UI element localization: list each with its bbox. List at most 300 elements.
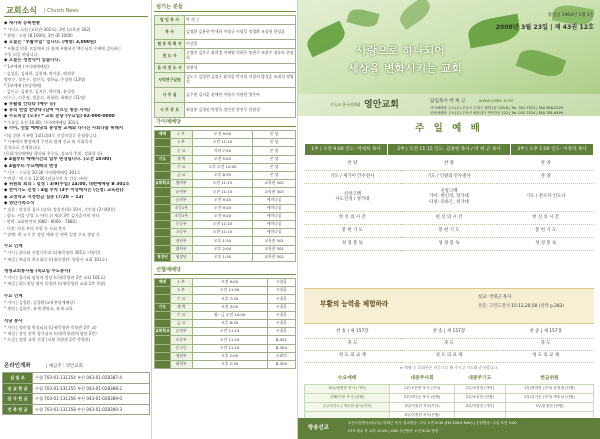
duty-cell: 3부/윤정진 (선협): [505, 402, 593, 411]
news-item: * 가이 | 김정환, 김경환(교육봉당예배당): [4, 300, 75, 305]
worship-cell: 헌 신 의 시 간: [401, 211, 498, 224]
news-item: * 변경 : 매 수요 12:30 (점심식사 후 간증 이바): [4, 176, 88, 181]
news-item: ◆ 영안가족소식: [4, 200, 35, 206]
schedule-service: 청장년: [170, 253, 192, 261]
schedule-service: 수 요: [170, 163, 192, 171]
account-number: 수협 703-01-131355 부산 043-01-028388-2: [33, 383, 150, 394]
news-item: [4, 312, 149, 317]
schedule-service: 청년부: [170, 352, 192, 360]
news-item: * 기존 : 수요일 10:30 가이레예배당 301호: [4, 169, 81, 175]
schedule-group: 예배: [155, 131, 171, 139]
staff-names: 박 희 근: [185, 16, 296, 25]
schedule-row: [155, 131, 296, 139]
schedule-row: [155, 360, 296, 368]
founding-date: 창립일 1964년 1월 1일: [547, 13, 594, 18]
staff-row: [155, 103, 296, 118]
schedule-row: [155, 328, 296, 336]
schedule-group: [155, 171, 171, 179]
schedule-group: [155, 311, 171, 319]
worship-cell: 봉 헌 기 도: [401, 224, 498, 237]
schedule-time: 오전 11:15: [192, 336, 267, 344]
schedule-group: [155, 204, 171, 212]
address-line-1: 가이예배당 주소(우) 부산시 수영구 광안1동 130-8 | Tel. 051-7523 | FAX 858-0229: [430, 106, 564, 110]
duty-header: 수요예배: [337, 375, 357, 381]
duty-cell: 5부/이정현 목사(선협): [390, 411, 454, 420]
news-item: ◆ 찬이가도 신청 : 4월 주차 (3주 이상에서는 (신청: 교육관)): [4, 188, 124, 194]
staff-role: 목 사: [155, 25, 185, 40]
news-item: * 결혼 : 정성희 집사 (장자) 정성진(학) 10시, 주안장 (2시40분): [4, 207, 116, 212]
worship-header-row: [304, 143, 594, 156]
news-item: : 연락: 교회연락처 (080 - 0000 - 7882): [4, 219, 77, 225]
staff-title: 섬기는 분들: [154, 2, 296, 12]
schedule-group: 교회학교: [155, 180, 171, 188]
schedule-row: [155, 237, 296, 245]
schedule-service: 수 요: [170, 311, 192, 319]
schedule-group: [155, 360, 171, 368]
schedule-place: 세미나실: [253, 196, 296, 204]
leaf-graphic: [346, 6, 379, 29]
schedule-row: [155, 245, 296, 253]
worship-cell: 찬 양: [497, 170, 594, 183]
worship-cell: 신앙고백 가이: 현인경, 성가대 다성: 유하은, 성가대: [401, 183, 498, 211]
staff-role: 전 도 사: [155, 49, 185, 64]
schedule-place: 교육관 301: [253, 245, 296, 253]
schedule-time: 오전 9:20: [192, 196, 253, 204]
schedule-service: 금 요: [170, 171, 192, 179]
slogan-line-1: 사랑으로 하나되어: [356, 44, 445, 57]
worship-title: 주 일 예 배: [415, 123, 483, 134]
account-name: 십 일 조: [3, 373, 33, 384]
news-item: 방민수, 정은주, 정진석, 정하늘, 주성원 (13명): [4, 76, 86, 82]
worship-cell: 축 도: [497, 338, 594, 350]
leaf-graphic: [516, 45, 567, 81]
news-item: * 세림 | 위드정당 명의 목양관 (다윗목양관 교회 1층 목양): [4, 281, 106, 287]
news-item: ◆ 수요특강 (오후) * 교회 본당 (수요일) 02-000-0000: [4, 114, 115, 119]
schedule-row: [155, 311, 296, 319]
schedule-group: [155, 237, 171, 245]
account-name: 감 사 헌 금: [3, 394, 33, 405]
church-news-panel: [0, 0, 152, 439]
worship-cell: 성 도 의 교 제: [401, 350, 498, 362]
schedule-service: 유치부: [170, 196, 192, 204]
sermon-preacher: 설교: 박정근 목사: [478, 295, 512, 300]
duty-cell: 2부/이다운 목사 (선협): [390, 393, 454, 402]
pastor-name: 담임목사 박 희 근: [430, 99, 466, 104]
staff-names: 김주현 김지훈 윤예린 이영식 이현민 정은아: [185, 88, 296, 103]
schedule-service: 중고등: [170, 344, 192, 352]
schedule-service: 새 벽: [170, 155, 192, 163]
schedule-time: 오전 11:15: [192, 180, 253, 188]
schedule-time: 오전 11:15: [192, 221, 253, 229]
pastor-line: [430, 99, 514, 105]
schedule-row: [155, 344, 296, 352]
schedule-service: 수 요: [170, 147, 192, 155]
worship-row: [304, 338, 594, 350]
news-item: [4, 288, 149, 293]
staff-row: [155, 49, 296, 64]
worship-cell: 기도 / 전수자 인도사: [497, 183, 594, 211]
news-subtitle: | Church News: [44, 9, 79, 14]
worship-row: [304, 183, 594, 211]
schedule-row: [155, 147, 296, 155]
staff-row: [155, 73, 296, 88]
worship-note: ※ 예배 중 휴대폰은 진동으로 해 주시고 기도와 준비합니다.: [399, 365, 499, 370]
schedule-time: 오전 11:00: [192, 287, 267, 295]
news-item: * 가이 | 위로와 사랑가운데 (다윗목양관 305호 이양헌): [4, 250, 101, 256]
schedule-service: 새 벽: [170, 303, 192, 311]
news-item: ◆ 새가족 등록현황: [4, 21, 41, 26]
staff-row: [155, 25, 296, 40]
news-item: ◆ 오늘은 "부활주일" 입니다. (예방: 3,000원): [4, 39, 97, 45]
worship-cell: 찬 송 | 새 157장: [401, 326, 498, 338]
schedule-row: [155, 319, 296, 327]
schedule-time: 오전 11:15: [192, 188, 253, 196]
address-line-2: 선협예배당 주소(우) 부산시 해운대구 반여3동 222 | Tel. 051-7524 | FAX 781-6499: [430, 110, 564, 115]
worship-cell: 헌 신 의 시 간: [304, 211, 401, 224]
news-item: : 장소: 서울 중앙 소 여러 뒤 제과 3층 김지훈사역 센터: [4, 213, 100, 219]
sermon-title: 부활의 능력을 체험하라: [320, 300, 389, 308]
news-item: 생명교회봉사팀 (목요일 수도봉사): [4, 269, 71, 274]
schedule-service: 2 부: [170, 139, 192, 147]
website-link[interactable]: www.yabc.or.kr: [478, 99, 514, 104]
schedule-row: [155, 212, 296, 220]
schedule-time: 오전 5:00: [192, 303, 267, 311]
duty-cell: 3부/이성진 목사(가이): [390, 402, 454, 411]
online-account-title: 온라인계좌: [4, 363, 31, 369]
news-item: * 세림 | 장인 권력 장사님과 (다윗목양관/목양관 2층): [4, 331, 97, 336]
worship-cell: 성 경 봉 독: [401, 237, 498, 250]
schedule-place: 교육관 303: [253, 188, 296, 196]
staff-panel: [152, 0, 298, 439]
schedule-group: [155, 352, 171, 360]
schedule-row: [155, 352, 296, 360]
account-number: 수협 703-01-131358 부산 043-01-028390-3: [33, 404, 150, 415]
schedule-service: 고등부: [170, 229, 192, 237]
schedule1-table: [154, 130, 296, 262]
news-item: * 가이 | 집사와 임원과 정당 (다윗목양관 2층 교회 101호): [4, 275, 106, 281]
schedule-place: 교육관 301: [253, 237, 296, 245]
account-name: 건 축 헌 금: [3, 404, 33, 415]
schedule-row: [155, 279, 296, 287]
slogan-line-2: 세상을 변화시키는 교회: [348, 62, 462, 75]
schedule-place: 본 당: [253, 139, 296, 147]
duty-cell: 필교/정영헌 목사 (가이): [305, 384, 390, 393]
schedule-time: 오전 9:20: [192, 204, 253, 212]
schedule-service: 1 부: [170, 131, 192, 139]
schedule-group: [155, 344, 171, 352]
leaf-graphic: [303, 21, 349, 58]
account-row: [3, 373, 150, 384]
schedule2-table: [154, 278, 296, 369]
staff-role: 협 동 목 회 자: [155, 40, 185, 49]
duty-cell: 금주차기도 | 박호현 집사(가이): [305, 402, 390, 411]
duty-header: 대중주사회: [410, 375, 434, 381]
worship-cell: 성 도 의 교 제: [304, 350, 401, 362]
staff-row: [155, 88, 296, 103]
worship-cell: 축 도: [401, 338, 498, 350]
schedule-group: 예배: [155, 279, 171, 287]
schedule-group: 청장년: [155, 253, 171, 261]
worship-cell: 기도 / 새가이 안수전사: [304, 170, 401, 183]
worship-cell: 찬 양: [304, 157, 401, 170]
schedule-group: 교회학교: [155, 328, 171, 336]
worship-closing-table: [304, 326, 594, 363]
account-number: 수협 703-01-131356 부산 043-01-028389-0: [33, 394, 150, 405]
schedule-row: [155, 204, 296, 212]
schedule-time: 오후 8:30: [192, 319, 267, 327]
news-item: ◆ 4월부터 수요예배의 변경: [4, 163, 58, 169]
schedule-place: 시청홀: [267, 303, 295, 311]
schedule-place: 본 당: [253, 147, 296, 155]
duty-cell: 3부/이성진 (가이): [454, 402, 505, 411]
schedule-group: 기도: [155, 303, 171, 311]
worship-cell: 봉 헌 기 도: [497, 224, 594, 237]
news-item: 수요 인계: [4, 293, 23, 299]
schedule2-title: 선협예배당: [154, 265, 296, 275]
service-1-header: 1부 | 오전 9:00 인도: 박세희 목사: [305, 144, 388, 156]
worship-cell: 신앙고백 사도신경 / 성가대: [304, 183, 401, 211]
duty-row: [305, 402, 594, 411]
duty-header: 대중주기도: [468, 375, 492, 381]
schedule-service: 중등부: [170, 221, 192, 229]
schedule-group: [155, 319, 171, 327]
news-item: : 김성훈, 김태현, 김현배, 박지훈, 배정현: [4, 70, 75, 76]
account-number: 수협 703-01-131354 부산 043-01-028387-4: [33, 373, 150, 384]
schedule-time: 오전 9:00: [192, 279, 267, 287]
news-item: 흔적으로 기계합니다.: [4, 145, 42, 150]
news-item: 주일 되길 바랍니다.: [4, 52, 39, 57]
worship-cell: 찬 송 | 새 157장: [304, 326, 401, 338]
schedule-row: [155, 155, 296, 163]
schedule-place: 본 당: [253, 171, 296, 179]
duty-cell: 1부/조현경 (가이): [454, 384, 505, 393]
schedule-time: 오후 2:00: [192, 245, 253, 253]
schedule-row: [155, 171, 296, 179]
news-item: ◆ 교정학교 지정헌금 집중 (7/20 ~ 13): [4, 194, 84, 200]
schedule-row: [155, 180, 296, 188]
worship-cell: 찬 양: [401, 157, 498, 170]
schedule-row: [155, 163, 296, 171]
bulletin-cover: [298, 0, 600, 439]
account-row: [3, 404, 150, 415]
schedule-group: [155, 221, 171, 229]
schedule-group: [155, 295, 171, 303]
duty-row: [305, 393, 594, 402]
duty-table: [304, 374, 594, 421]
schedule-row: [155, 287, 296, 295]
schedule-group: [155, 229, 171, 237]
worship-cell: 헌 신 의 시 간: [497, 211, 594, 224]
duty-cell: 2부/김기운 (가이) 박호성 (선협): [505, 393, 593, 402]
schedule-place: 시청홀: [267, 328, 295, 336]
online-account-holder: | 예금주 : 영안교회: [46, 364, 83, 369]
schedule-service: 수 요: [170, 295, 192, 303]
schedule-row: [155, 303, 296, 311]
schedule-group: [155, 336, 171, 344]
schedule-time: 오전 11:15: [192, 328, 267, 336]
schedule-group: [155, 245, 171, 253]
news-item: 수요 인계: [4, 244, 23, 250]
news-title: 교회소식: [6, 6, 37, 15]
schedule-place: 시청홀: [267, 311, 295, 319]
schedule-place: 본 당: [253, 131, 296, 139]
duty-header: 헌금위원: [540, 375, 559, 381]
broadcast-label: 방송선교: [308, 425, 329, 431]
staff-table: [154, 15, 296, 118]
staff-role: 사 무 실: [155, 88, 185, 103]
schedule-time: 저녁 7:30: [192, 147, 253, 155]
schedule-place: 소회의: [267, 352, 295, 360]
account-row: [3, 383, 150, 394]
schedule-time: 오후 2:00: [192, 352, 267, 360]
news-item: * 드림 | 정현 교육 선생 (다윗 목양관 2층 목양관): [4, 337, 91, 343]
leaf-graphic: [396, 0, 434, 30]
service-2-header: 2부 | 오전 11:15 인도: 김용현 목사 / 박 희 근 목사: [388, 144, 511, 156]
broadcast-line-1: 부산극동방송(매주일) 박희근 목사 설교방송: 주일 오전 8:30 (FM 106.9 MHz) | 순한방송: 주일 오전 9:00: [348, 421, 517, 425]
worship-cell: 성 도 의 교 제: [497, 350, 594, 362]
staff-names: 정현석: [185, 64, 296, 73]
staff-names: 최성용 김경원 박정욱 장인선 한진우 한현성: [185, 103, 296, 118]
schedule-service: 금 요: [170, 319, 192, 327]
schedule-service: 청년부: [170, 237, 192, 245]
staff-row: [155, 64, 296, 73]
schedule-row: [155, 139, 296, 147]
schedule-service: 초등부: [170, 336, 192, 344]
schedule-time: 오전 11:15: [192, 139, 253, 147]
staff-names: 이상열: [185, 40, 296, 49]
news-header: [4, 4, 148, 17]
worship-cell: 성 경 봉 독: [497, 237, 594, 250]
church-name: 영안교회: [364, 100, 399, 110]
news-item: * 세림 | 복음의 처소대로 (다윗목양관: 영광사 교회 101호): [4, 256, 107, 262]
worship-row: [304, 224, 594, 237]
news-item: * 세림 | 김하은, 유재 행복교, 유재 교육: [4, 306, 73, 312]
news-item: 이수근, 이은정, 정종선, 최평원, 최혜순 (11명): [4, 95, 86, 101]
news-item: ◆ 부활절 칸타타 (예수 등): [4, 101, 56, 107]
worship-row: [304, 237, 594, 250]
duty-cell: 1부/조현정 목사 (가이): [390, 384, 454, 393]
schedule-place: 본 당: [253, 163, 296, 171]
schedule-service: 초등1부: [170, 204, 192, 212]
news-item: 이를 위한 가족별 1대1대대로 신앙미성로 운영합니다.: [4, 132, 98, 138]
service-3-header: 3부 | 오후 1:00 인도: 이정석 목사: [510, 144, 593, 156]
schedule-place: 세미나실: [253, 204, 296, 212]
worship-cell: 축 도: [304, 338, 401, 350]
duty-cell: 강해/이현 목사 (선협): [305, 393, 390, 402]
news-item: [4, 263, 149, 268]
news-item: : 김동규, 김영진, 김지은, 박미영, 윤성현: [4, 89, 75, 95]
schedule-group: [155, 196, 171, 204]
worship-row: [304, 157, 594, 170]
duty-cell: 1부/정현영 (가이) 윤현정 (선협): [505, 384, 593, 393]
news-item: : 사랑: 의지 부터 사원 등 사회 봉사: [4, 225, 66, 231]
schedule-time: 오전 9:00: [192, 131, 253, 139]
schedule-row: [155, 336, 296, 344]
news-item: (목회기타예배당 행사와 홍수를, 성교사 후원, 정화향 등): [4, 151, 103, 157]
schedule-group: [155, 287, 171, 295]
schedule-service: 대학부: [170, 245, 192, 253]
staff-role: 사역연구실원: [155, 73, 185, 88]
news-item: * 가이 | 정미정 원장님과 (다윗목양관 목양관 2층 교): [4, 324, 97, 330]
schedule-row: [155, 188, 296, 196]
schedule-group: [155, 163, 171, 171]
schedule-group: [155, 147, 171, 155]
staff-row: [155, 40, 296, 49]
news-item: * 2부예배 (본당예배): [4, 83, 42, 88]
schedule1-title: 가이예배당: [154, 117, 296, 127]
worship-row: [304, 170, 594, 183]
schedule-row: [155, 196, 296, 204]
schedule-time: 오후 1:30: [192, 253, 253, 261]
schedule-service: 유치부: [170, 328, 192, 336]
schedule-group: [155, 188, 171, 196]
news-item: ◆ 유리 헌법 찬양대 (남여 어르신 방문 사역): [4, 107, 90, 113]
schedule-time: 오전 11:15: [192, 344, 267, 352]
schedule-time: 오후 2:30: [192, 360, 267, 368]
news-item: * 가족에서 황장에게 수련과 함께 신교 외 사회목적: [4, 138, 93, 144]
worship-cell: 기도 / 인광의 안수전사: [401, 170, 498, 183]
news-item: ◆ 가이, 연합 예배당의 통성한 교제와 다니신 사회나들 위해서: [4, 126, 124, 132]
account-name: 선 교 헌 금: [3, 383, 33, 394]
schedule-place: 교육관 302: [253, 180, 296, 188]
staff-names: 김도수 김정현 김정우 윤석종 박지원 이광희 방성훈 조대석 정영선: [185, 73, 296, 88]
sermon-scripture: 본문: 고린도전서 15:12,20,58 (신약 p.283): [478, 304, 564, 309]
worship-row: [304, 326, 594, 338]
schedule-place: B-301: [267, 336, 295, 344]
broadcast-line-2: CTS 매주 목 오후 10:20 | CBS 부산방송 오전 8:20 방영: [348, 429, 439, 433]
worship-cell: 찬 송 | 새 157장: [497, 326, 594, 338]
schedule-time: 오후 8:30: [192, 171, 253, 179]
schedule-row: [155, 253, 296, 261]
worship-cell: 찬 양: [497, 157, 594, 170]
schedule-place: 시청홀: [267, 279, 295, 287]
schedule-place: 시청홀: [267, 319, 295, 327]
news-item: * 수요일 오전 10:00, 가이레예배당 301호: [4, 120, 80, 126]
schedule-time: 오후 1:30: [192, 237, 253, 245]
staff-row: [155, 16, 296, 25]
schedule-place: 세미나실: [253, 229, 296, 237]
issue-date: 2008년 3월 23일 | 제 43권 12호: [495, 24, 594, 31]
worship-order-table: [304, 157, 594, 251]
staff-role: 담 임 목 사: [155, 16, 185, 25]
news-item: * 환영 : 소현 (B 1000), 3번 (B 1000): [4, 33, 73, 39]
news-item: 식당 봉사: [4, 318, 23, 324]
schedule-time: 오후 7:30: [192, 295, 267, 303]
denomination-label: 기독교 한국침례회: [330, 102, 361, 107]
schedule-place: 세미나실: [253, 221, 296, 229]
news-item: * 1부예배 (가이레예배당): [4, 64, 49, 70]
schedule-group: [155, 139, 171, 147]
news-item: * 가이드 소현 (교육관 302호), 3번 (교육관 302): [4, 27, 91, 33]
schedule-time: 오전 9:20: [192, 212, 253, 220]
staff-names: 김정환 김용현 박세희 이영규 이광일 정경환 조성원 한성훈: [185, 25, 296, 40]
worship-row: [304, 211, 594, 224]
news-item: * 장례: 박 고기 후 정당 예배 중 연락 일정 주요 정당 등: [4, 231, 100, 237]
staff-names: 고명진 김은중 윤희정 이세영 이하은 정현주 조현주 정유라 한광희: [185, 49, 296, 64]
schedule-place: B-304: [267, 344, 295, 352]
schedule-row: [155, 229, 296, 237]
news-item: * 부활절 연합 모임에서 다 함께 부활하신 예수님의 은혜에 감사하는: [4, 45, 122, 51]
schedule-row: [155, 295, 296, 303]
schedule-place: 시청홀: [267, 287, 295, 295]
worship-row: [304, 350, 594, 362]
news-item: ◆ 4월부터 예배시간의 일부 변경됩니다. (오전 10:00): [4, 157, 112, 163]
news-item: ◆ 위원회 회의 : 일정 : 3/9(주일) 14:00, 대한예배당 B 301호: [4, 182, 130, 188]
staff-role: 시 무 장 로: [155, 103, 185, 118]
schedule-time: 오전 11:15: [192, 229, 253, 237]
schedule-service: 대학부: [170, 360, 192, 368]
schedule-service: 유아부: [170, 188, 192, 196]
